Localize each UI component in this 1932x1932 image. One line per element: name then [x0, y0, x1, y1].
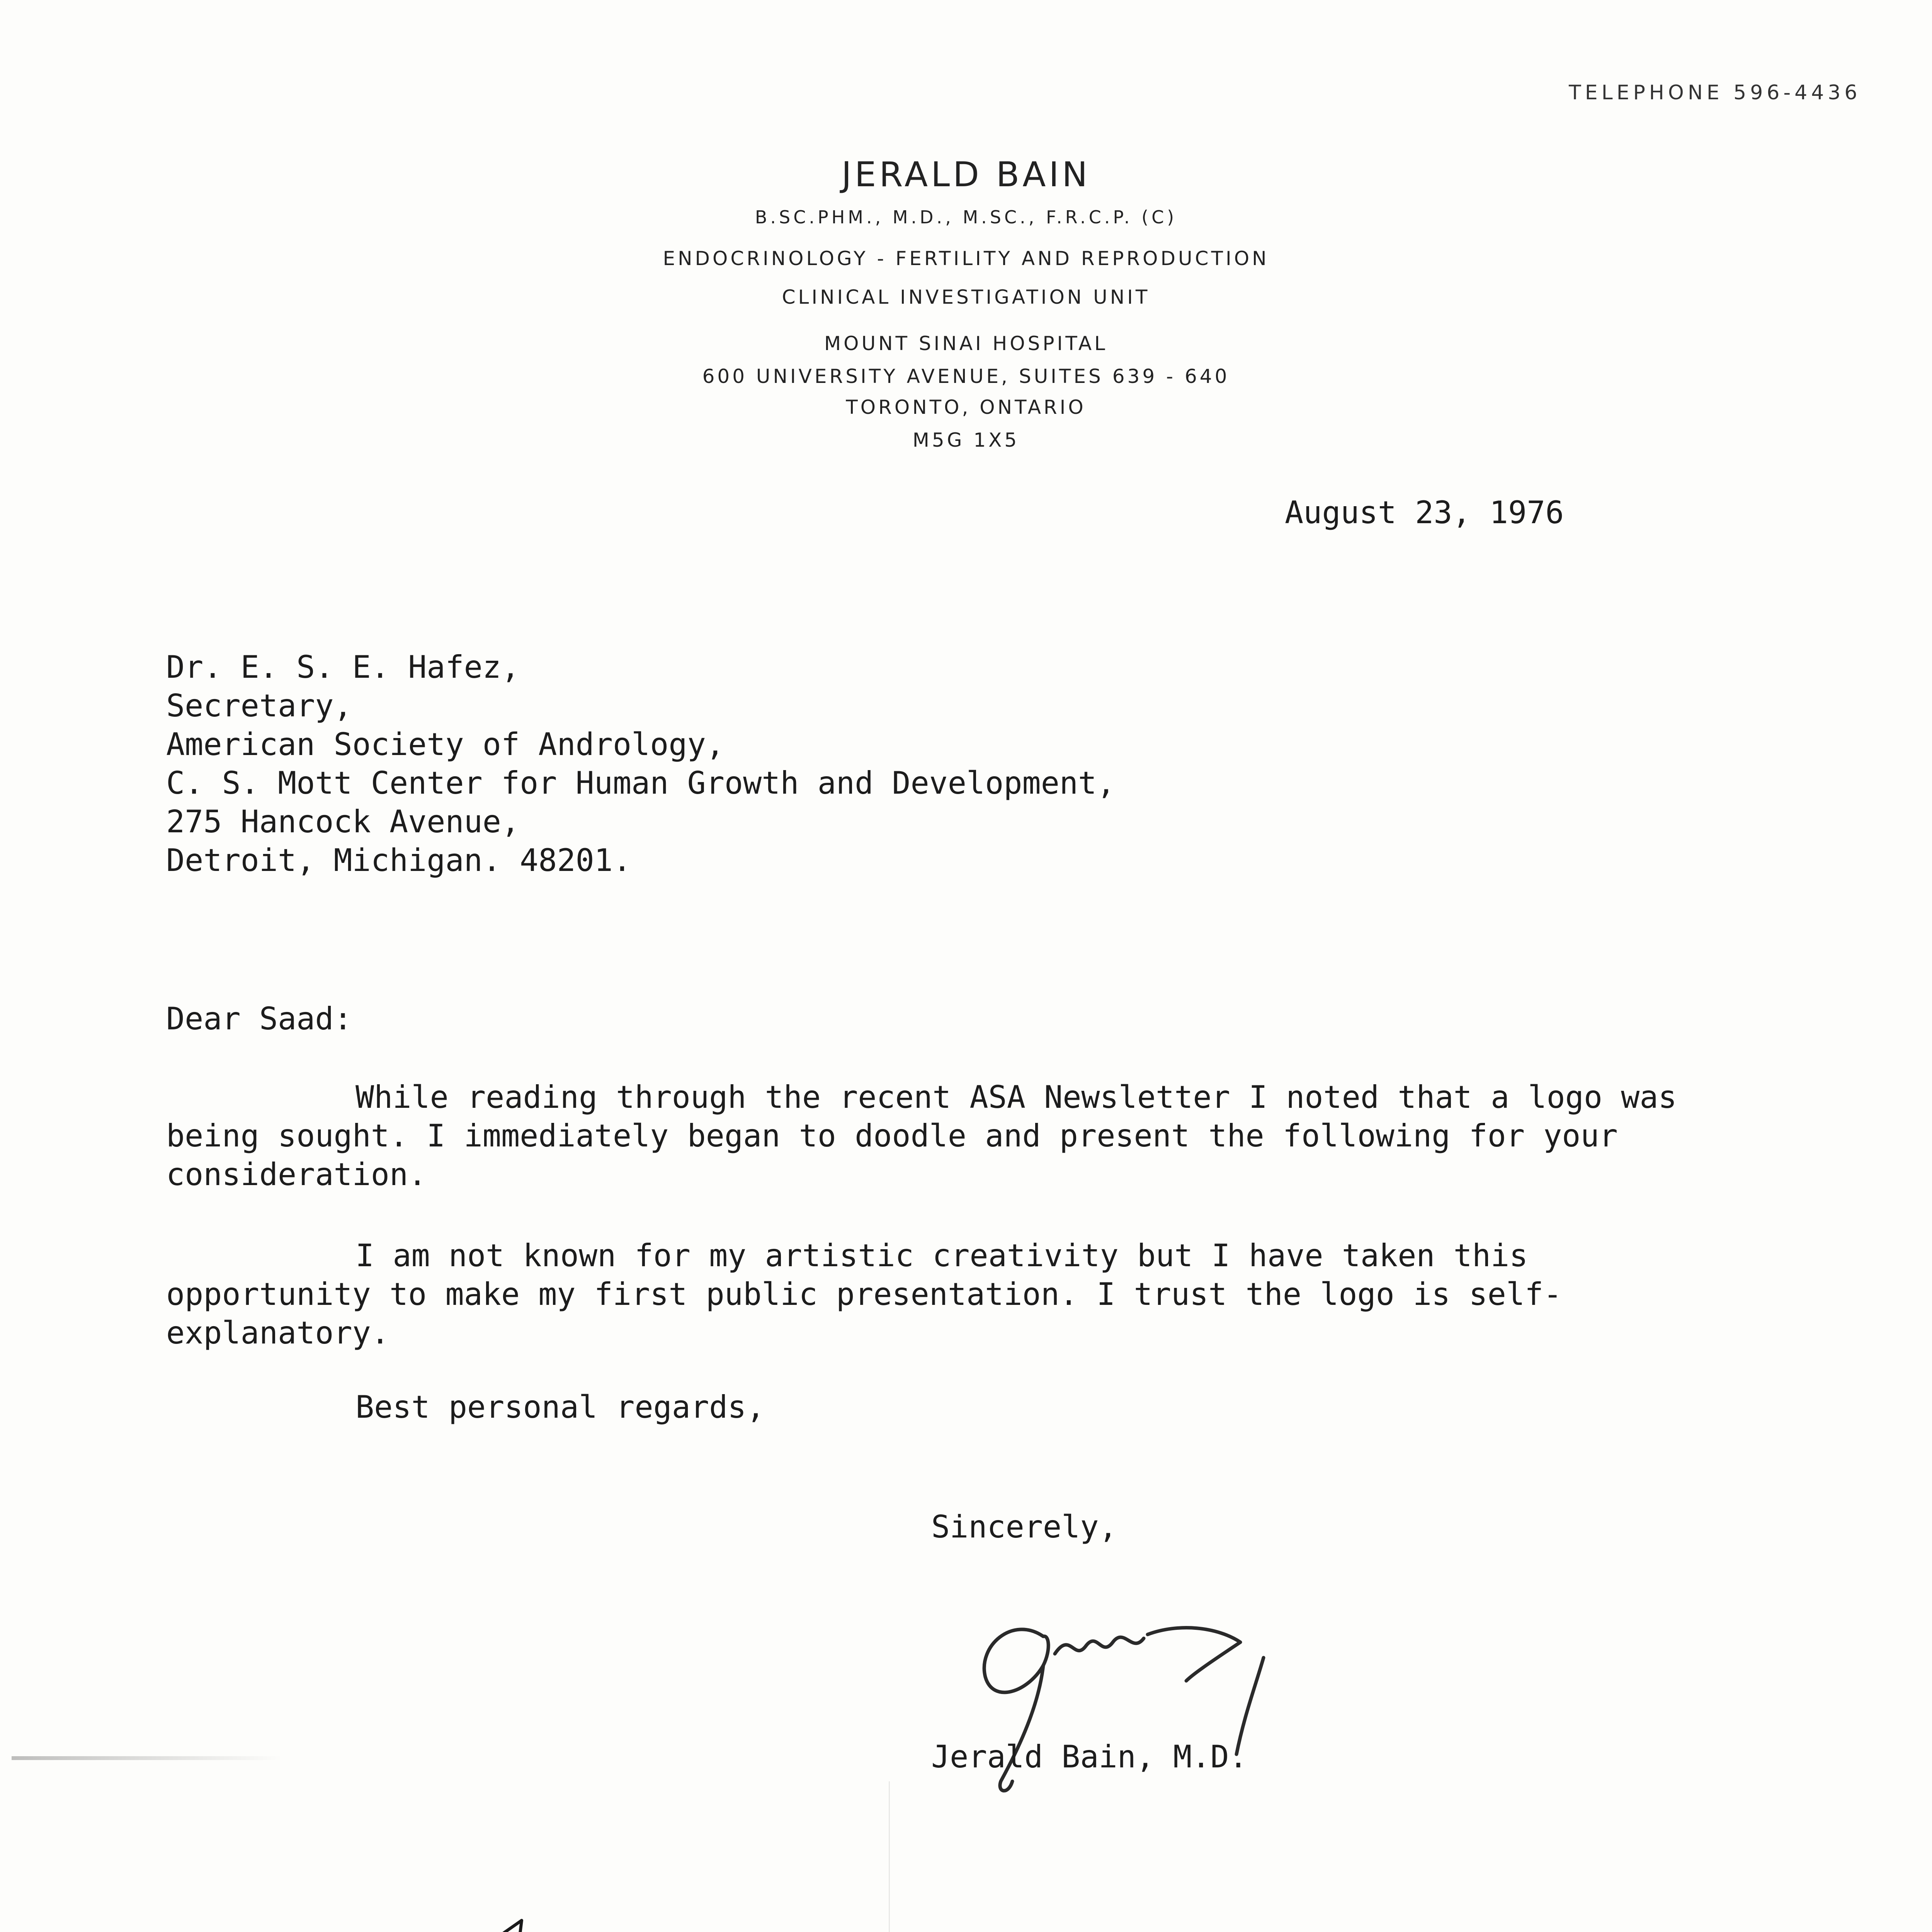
letterhead-hospital: MOUNT SINAI HOSPITAL	[824, 332, 1108, 355]
signature-name: Jerald Bain, M.D.	[931, 1739, 1248, 1775]
recipient-city: Detroit, Michigan. 48201.	[166, 842, 632, 878]
letterhead-unit: CLINICAL INVESTIGATION UNIT	[782, 286, 1150, 308]
body-paragraph-1: While reading through the recent ASA Newsletter I noted that a logo was being sought. I immediately began to doodle and present the following for your consideration.	[166, 1079, 1677, 1192]
logo-doodle	[93, 1866, 680, 1932]
closing-sincerely: Sincerely,	[931, 1509, 1117, 1545]
body-paragraph-2: I am not known for my artistic creativity but I have taken this opportunity to make my first public presentation. I trust the logo is self-explanatory.	[166, 1238, 1562, 1351]
faint-fold-line	[889, 1781, 890, 1932]
letterhead-postal-code: M5G 1X5	[912, 429, 1020, 451]
letterhead-degrees: B.SC.PHM., M.D., M.SC., F.R.C.P. (C)	[755, 207, 1177, 228]
handwritten-signature	[947, 1600, 1318, 1816]
recipient-title: Secretary,	[166, 688, 352, 724]
recipient-name: Dr. E. S. E. Hafez,	[166, 649, 520, 685]
recipient-center: C. S. Mott Center for Human Growth and Development,	[166, 765, 1116, 801]
salutation: Dear Saad:	[166, 1001, 352, 1037]
letterhead-city: TORONTO, ONTARIO	[846, 396, 1086, 418]
recipient-organization: American Society of Andrology,	[166, 726, 724, 762]
letterhead-specialty: ENDOCRINOLOGY - FERTILITY AND REPRODUCTION	[663, 247, 1269, 270]
letterhead-street: 600 UNIVERSITY AVENUE, SUITES 639 - 640	[702, 365, 1230, 388]
regards-line: Best personal regards,	[355, 1389, 765, 1425]
recipient-street: 275 Hancock Avenue,	[166, 804, 520, 840]
letterhead-telephone: TELEPHONE 596-4436	[1569, 81, 1861, 104]
letter-date: August 23, 1976	[1285, 495, 1564, 531]
scan-smudge	[12, 1756, 282, 1760]
letterhead-name: JERALD BAIN	[841, 155, 1091, 194]
